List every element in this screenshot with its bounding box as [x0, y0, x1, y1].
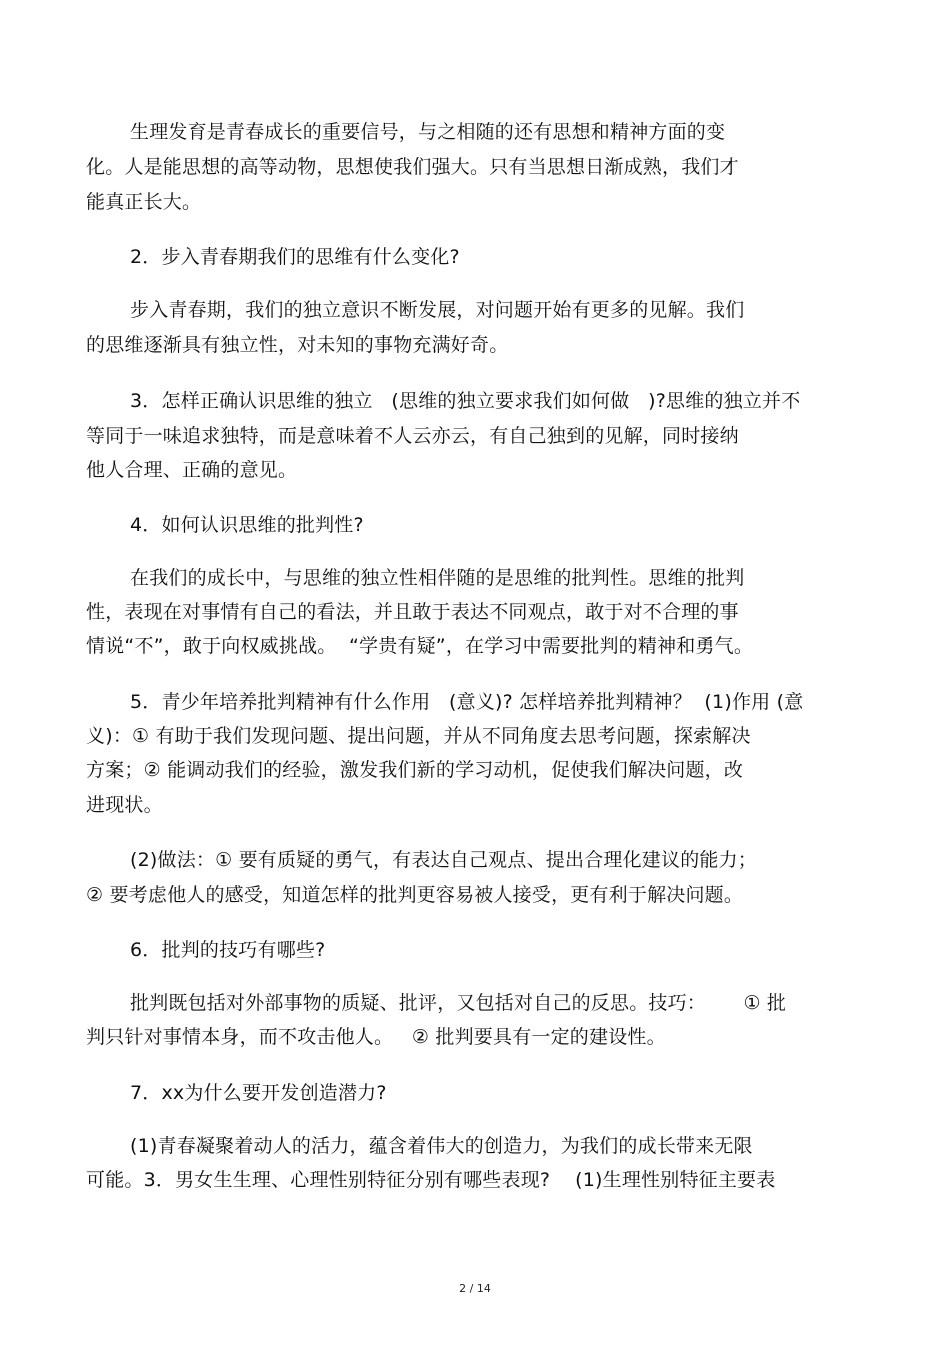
paragraph-line: 他人合理、正确的意见。 [86, 459, 298, 481]
paragraph-line: (2)做法：① 要有质疑的勇气，有表达自己观点、提出合理化建议的能力； [130, 849, 757, 871]
paragraph-line: 情说“不”，敢于向权威挑战。 “学贵有疑”，在学习中需要批判的精神和勇气。 [86, 635, 754, 657]
paragraph-line: ② 要考虑他人的感受，知道怎样的批判更容易被人接受，更有利于解决问题。 [86, 884, 744, 906]
paragraph-line: 的思维逐渐具有独立性，对未知的事物充满好奇。 [86, 334, 509, 356]
paragraph-line: 3．怎样正确认识思维的独立 (思维的独立要求我们如何做 )?思维的独立并不 [130, 390, 801, 412]
question-heading: 2．步入青春期我们的思维有什么变化? [130, 246, 460, 268]
question-heading: 4．如何认识思维的批判性? [130, 514, 364, 536]
paragraph-line: 进现状。 [86, 794, 163, 816]
paragraph-line: 性，表现在对事情有自己的看法，并且敢于表达不同观点，敢于对不合理的事 [86, 601, 739, 623]
question-heading: 6．批判的技巧有哪些? [130, 939, 326, 961]
paragraph-line: 等同于一味追求独特，而是意味着不人云亦云，有自己独到的见解，同时接纳 [86, 425, 739, 447]
paragraph-line: 化。人是能思想的高等动物，思想使我们强大。只有当思想日渐成熟，我们才 [86, 156, 739, 178]
paragraph-line: 义)：① 有助于我们发现问题、提出问题，并从不同角度去思考问题，探索解决 [86, 725, 751, 747]
paragraph-line: 5．青少年培养批判精神有什么作用 (意义)? 怎样培养批判精神？ (1)作用 (意 [130, 691, 804, 713]
paragraph-line: 生理发育是青春成长的重要信号，与之相随的还有思想和精神方面的变 [130, 121, 726, 143]
paragraph-line: 方案；② 能调动我们的经验，激发我们新的学习动机，促使我们解决问题，改 [86, 759, 744, 781]
paragraph-line: 判只针对事情本身，而不攻击他人。 ② 批判要具有一定的建设性。 [86, 1026, 666, 1048]
paragraph-line: 在我们的成长中，与思维的独立性相伴随的是思维的批判性。思维的批判 [130, 567, 745, 589]
page-number: 2 / 14 [459, 1282, 491, 1295]
paragraph-line: 能真正长大。 [86, 191, 202, 213]
paragraph-line: 可能。3．男女生生理、心理性别特征分别有哪些表现? (1)生理性别特征主要表 [86, 1169, 776, 1191]
paragraph-line: 步入青春期，我们的独立意识不断发展，对问题开始有更多的见解。我们 [130, 299, 745, 321]
paragraph-line: (1)青春凝聚着动人的活力，蕴含着伟大的创造力，为我们的成长带来无限 [130, 1135, 753, 1157]
question-heading: 7．xx为什么要开发创造潜力? [130, 1082, 387, 1104]
paragraph-line: 批判既包括对外部事物的质疑、批评，又包括对自己的反思。技巧： ① 批 [130, 992, 787, 1014]
